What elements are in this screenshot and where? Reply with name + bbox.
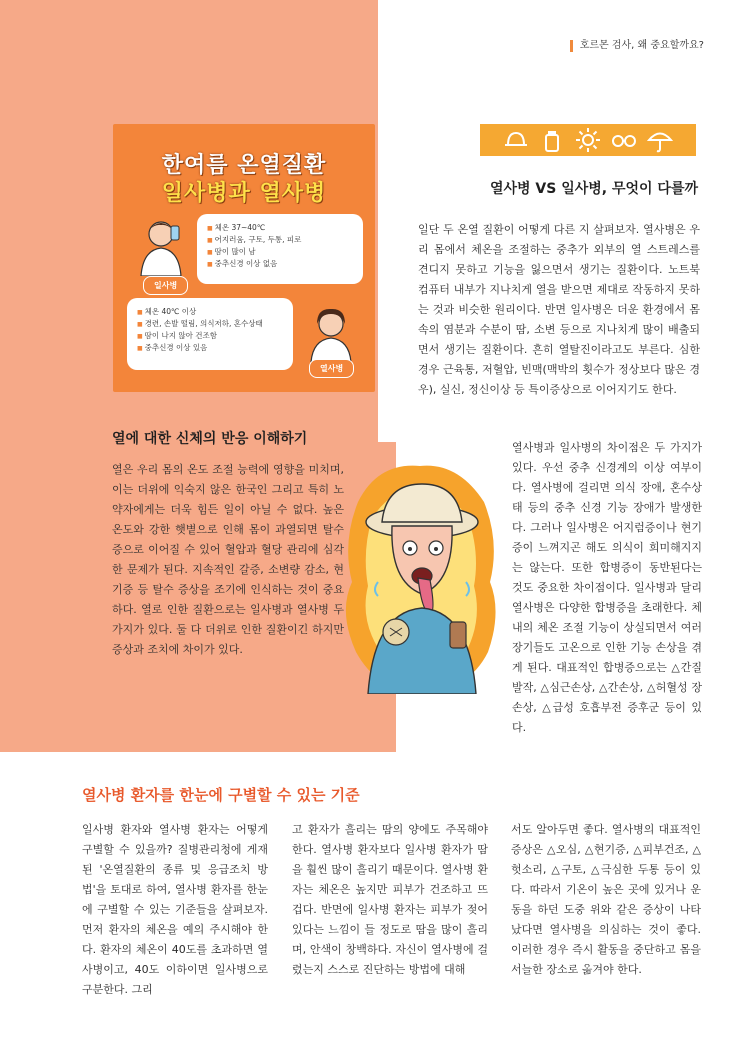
sunstroke-symptom: ■ 체온 37~40℃	[207, 222, 353, 234]
heatstroke-symptom: ■ 중추신경 이상 있음	[137, 342, 283, 354]
umbrella-icon	[647, 127, 673, 153]
sunscreen-icon	[539, 127, 565, 153]
hat-icon	[503, 127, 529, 153]
section-title-vs: 열사병 VS 일사병, 무엇이 다를까	[489, 181, 698, 197]
sunstroke-symptom: ■ 어지러움, 구토, 두통, 피로	[207, 234, 353, 246]
sunstroke-symptom: ■ 땀이 많이 남	[207, 246, 353, 258]
sunglasses-icon	[611, 127, 637, 153]
sunstroke-symptom: ■ 중추신경 이상 없음	[207, 258, 353, 270]
heatstroke-label: 열사병	[309, 359, 354, 378]
heatstroke-symptom: ■ 체온 40℃ 이상	[137, 306, 283, 318]
section-title-body-response: 열에 대한 신체의 반응 이해하기	[112, 431, 308, 447]
criteria-column-2: 고 환자가 흘리는 땀의 양에도 주목해야 한다. 열사병 환자보다 일사병 환자가 땀을 훨씬 많이 흘리기 때문이다. 열사병 환자는 체온은 높지만 피부가 건조하고 뜨겁다. 반면에 일사병 환자는 피부가 젖어 있다는 느낌이 들 정도로 땀을 많이 흘리며, 안색이 창백하다. 자신이 열사병에 걸렸는지 스스로 진단하는 방법에 대해	[292, 823, 488, 976]
woman-fainting-icon	[301, 304, 361, 362]
infographic-card	[113, 124, 375, 392]
overheated-man-illustration	[338, 462, 502, 694]
heatstroke-symptoms-panel	[127, 298, 293, 370]
sunstroke-label: 일사병	[143, 276, 188, 295]
criteria-column-1: 일사병 환자와 열사병 환자는 어떻게 구별할 수 있을까? 질병관리청에 게재된 '온열질환의 종류 및 응급조치 방법'을 토대로 하여, 열사병 환자를 한눈에 구별할 수 있는 기준들을 살펴보자. 먼저 환자의 체온을 예의 주시해야 한다. 환자의 체온이 40도를 초과하면 열사병이고, 40도 이하이면 일사병으로 구분한다. 그리	[82, 823, 268, 996]
section-title-criteria: 열사병 환자를 한눈에 구별할 수 있는 기준	[82, 786, 360, 804]
sunstroke-symptoms-panel	[197, 214, 363, 284]
summer-icon-strip	[480, 124, 696, 156]
paragraph-vs-differences: 열사병과 일사병의 차이점은 두 가지가 있다. 우선 중추 신경계의 이상 여부이다. 열사병에 걸리면 의식 장애, 혼수상태 등의 중추 신경 기능 장애가 발생한다. 그러나 일사병은 어지럼증이나 현기증이 느껴지곤 해도 의식이 희미해지지는 않는다. 또한 합병증이 동반된다는 것도 중요한 차이점이다. 일사병과 달리 열사병은 다양한 합병증을 초래한다. 체내의 체온 조절 기능이 상실되면서 여러 장기들도 고온으로 인한 기능 손상을 겪게 된다. 대표적인 합병증으로는 △간질발작, △심근손상, △간손상, △허혈성 장손상, △급성 호흡부전 증후군 등이 있다.	[512, 441, 702, 734]
sun-icon	[575, 127, 601, 153]
paragraph-vs-intro: 일단 두 온열 질환이 어떻게 다른 지 살펴보자. 열사병은 우리 몸에서 체온을 조절하는 중추가 외부의 열 스트레스를 견디지 못하고 기능을 잃으면서 생기는 질환이다. 노트북 컴퓨터 내부가 지나치게 열을 받으면 제대로 작동하지 못하는 것과 비슷한 원리이다. 반면 일사병은 더운 환경에서 몸속의 염분과 수분이 땀, 소변 등으로 지나치게 많이 배출되면서 생기는 질환이다. 흔히 열탈진이라고도 부른다. 심한 경우 근육통, 저혈압, 빈맥(맥박의 횟수가 정상보다 많은 경우), 실신, 정신이상 등 특이증상으로 이어지기도 한다.	[418, 223, 700, 396]
running-header: 호르몬 검사, 왜 중요할까요?	[570, 40, 704, 52]
heatstroke-symptom: ■ 땀이 나지 않아 건조함	[137, 330, 283, 342]
man-drinking-water-icon	[131, 216, 191, 276]
paragraph-body-response: 열은 우리 몸의 온도 조절 능력에 영향을 미치며, 이는 더위에 익숙지 않은 한국인 그리고 특히 노약자에게는 더욱 힘든 일이 아닐 수 없다. 높은 온도와 강한 햇볕으로 인해 몸이 과열되면 탈수증으로 이어질 수 있어 혈압과 혈당 관리에 심각한 문제가 된다. 지속적인 갈증, 소변량 감소, 현기증 등 탈수 증상을 조기에 인식하는 것이 중요하다. 열로 인한 질환으로는 일사병과 열사병 두가지가 있다. 둘 다 더위로 인한 질환이긴 하지만 증상과 조치에 차이가 있다.	[112, 463, 344, 656]
infographic-title-line2: 일사병과 열사병	[161, 181, 327, 206]
criteria-column-3: 서도 알아두면 좋다. 열사병의 대표적인 증상은 △오심, △현기증, △피부건조, △헛소리, △구토, △극심한 두통 등이 있다. 따라서 기온이 높은 곳에 있거나 운동을 하던 도중 위와 같은 증상이 나타났다면 열사병을 의심하는 것이 좋다. 이러한 경우 즉시 활동을 중단하고 몸을 서늘한 장소로 옮겨야 한다.	[511, 823, 701, 976]
infographic-title-line1: 한여름 온열질환	[161, 153, 327, 178]
heatstroke-symptom: ■ 경련, 손발 떨림, 의식저하, 혼수상태	[137, 318, 283, 330]
